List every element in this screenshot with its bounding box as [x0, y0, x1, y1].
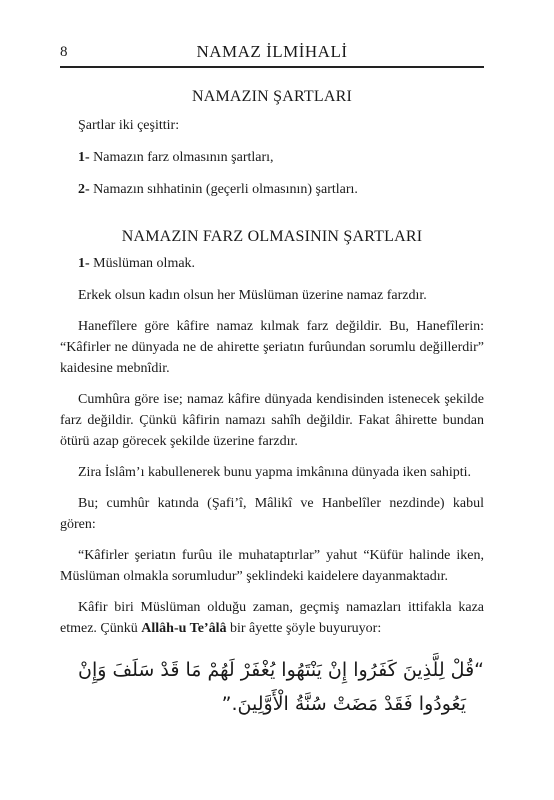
- list-item: [60, 253, 484, 274]
- header-rule: [60, 66, 484, 68]
- section-title-obligation: NAMAZIN FARZ OLMASININ ŞARTLARI: [121, 228, 423, 245]
- page-number: 8: [60, 44, 68, 60]
- list-item-text: Müslüman olmak.: [89, 256, 196, 271]
- list-item-number: 1-: [78, 256, 90, 271]
- paragraph-text: bir âyette şöyle buyuruyor:: [226, 621, 382, 636]
- running-title: NAMAZ İLMİHALİ: [196, 42, 348, 61]
- page-body: [60, 82, 484, 721]
- paragraph: “Kâfirler şeriatın furûu ile muhataptırlar” yahut “Küfür halinde iken, Müslüman olmakla sorumludur” şeklindeki kaidelere dayanmaktadır.: [60, 548, 484, 584]
- arabic-verse: [60, 653, 484, 721]
- list-item: [60, 179, 484, 200]
- list-item-number: 1-: [78, 150, 90, 165]
- paragraph-text: Kâfir biri Müslüman olduğu zaman, geçmiş namazları ittifakla kaza etmez. Çünkü: [60, 600, 484, 636]
- paragraph: Cumhûra göre ise; namaz kâfire dünyada kendisinden istenecek şekilde farz değildir. Çünkü kâfirin namazı sahîh değildir. Fakat âhirette bundan ötürü azap görecek şekilde üzerine farzdır.: [60, 392, 484, 449]
- page-header: [60, 44, 484, 68]
- list-item-text: Namazın sıhhatinin (geçerli olmasının) şartları.: [89, 182, 358, 197]
- paragraph: [60, 597, 484, 639]
- paragraph: Erkek olsun kadın olsun her Müslüman üzerine namaz farzdır.: [78, 288, 427, 303]
- list-item-text: Namazın farz olmasının şartları,: [89, 150, 274, 165]
- arabic-verse-line: “قُلْ لِلَّذِينَ كَفَرُوا إِنْ يَنْتَهُوا يُغْفَرْ لَهُمْ مَا قَدْ سَلَفَ وَإِنْ: [78, 659, 484, 681]
- bold-name: Allâh-u Te’âlâ: [141, 621, 227, 636]
- list-item-number: 2-: [78, 182, 90, 197]
- intro-text: Şartlar iki çeşittir:: [78, 118, 180, 133]
- paragraph: Bu; cumhûr katında (Şafi’î, Mâlikî ve Hanbelîler nezdinde) kabul gören:: [60, 496, 484, 532]
- arabic-verse-line: يَعُودُوا فَقَدْ مَضَتْ سُنَّةُ الْأَوَّلِينَ.”: [221, 693, 466, 715]
- paragraph: Zira İslâm’ı kabullenerek bunu yapma imkânına dünyada iken sahipti.: [78, 465, 472, 480]
- section-title-conditions: NAMAZIN ŞARTLARI: [191, 88, 352, 105]
- list-item: [60, 147, 484, 168]
- paragraph: Hanefîlere göre kâfire namaz kılmak farz değildir. Bu, Hanefîlerin: “Kâfirler ne dünyada ne de ahirette şeriatın furûundan sorumlu değillerdir” kaidesine mebnîdir.: [60, 319, 484, 376]
